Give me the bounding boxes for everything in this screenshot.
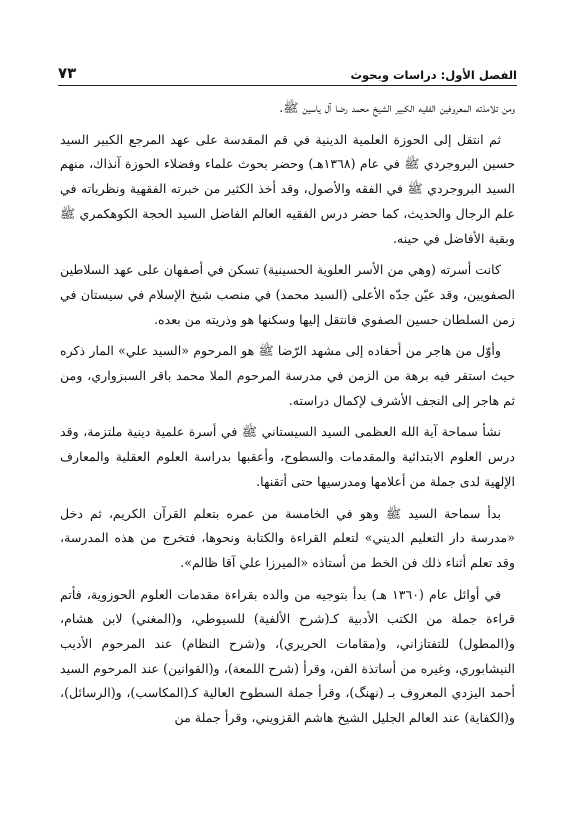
header-rule — [58, 85, 517, 86]
paragraph: وأوّل من هاجر من أحفاده إلى مشهد الرّضا ﷺ هو المرحوم «السيد علي» المار ذكره حيث استقر فيه برهة من الزمن في مدرسة المرحوم الملا محمد باقر السبزواري، ومن ثم هاجر إلى النجف الأشرف لإكمال دراسته. — [60, 343, 515, 408]
chapter-title: الفصل الأول: دراسات وبحوث — [350, 68, 517, 82]
paragraph: كانت أسرته (وهي من الأسر العلوية الحسينية) تسكن في أصفهان على عهد السلاطين الصفويين، وقد عيّن جدّه الأعلى (السيد محمد) في منصب شيخ الإسلام في سيستان في زمن السلطان حسين الصفوي فانتقل إليها وسكنها هو وذريته من بعده. — [60, 262, 515, 327]
paragraph: ثم انتقل إلى الحوزة العلمية الدينية في قم المقدسة على عهد المرجع الكبير السيد حسين البروجردي ﷺ في عام (١٣٦٨هـ) وحضر بحوث علماء وفضلاء الحوزة آنذاك، منهم السيد البروجردي ﷺ في الفقه والأصول، وقد أخذ الكثير من خبرته الفقهية ونظرياته في علم الرجال والحديث، كما حضر درس الفقيه العالم الفاضل السيد الحجة الكوهكمري ﷺ وبقية الأفاضل في حينه. — [60, 131, 515, 246]
paragraph: ومن تلامذته المعروفين الفقيه الكبير الشيخ محمد رضا آل ياسين ﷺ. — [279, 100, 515, 115]
paragraph: بدأ سماحة السيد ﷺ وهو في الخامسة من عمره بتعلم القرآن الكريم، ثم دخل «مدرسة دار التعليم الديني» لتعلم القراءة والكتابة ونحوها، فتخرج من هذه المدرسة، وقد تعلم أثناء ذلك فن الخط من أستاذه «الميرزا علي آقا ظالم». — [60, 505, 515, 570]
page-header — [58, 58, 517, 82]
paragraph: في أوائل عام (١٣٦٠ هـ) بدأ بتوجيه من والده بقراءة مقدمات العلوم الحوزوية، فأتم قراءة جملة من الكتب الأدبية كـ(شرح الألفية) للسيوطي، و(المغني) لابن هشام، و(المطول) للتفتازاني، و(مقامات الحريري)، و(شرح النظام) عند المرحوم الأديب النيشابوري، وغيره من أساتذة الفن، وقرأ (شرح اللمعة)، و(القوانين) عند المرحوم السيد أحمد اليزدي المعروف بـ (نهنگ)، وقرأ جملة السطوح العالية كـ(المكاسب)، و(الرسائل)، و(الكفاية) عند العالم الجليل الشيخ هاشم القزويني، وقرأ جملة من — [60, 586, 515, 726]
page-number: ٧٣ — [58, 64, 77, 82]
paragraph: نشأ سماحة آية الله العظمى السيد السيستاني ﷺ في أسرة علمية دينية ملتزمة، وقد درس العلوم الابتدائية والمقدمات والسطوح، وأعقبها بدراسة العلوم العقلية والمعارف الإلهية لدى جملة من أعلامها ومدرسيها حتى أتقنها. — [60, 424, 515, 489]
body-text — [60, 96, 515, 738]
